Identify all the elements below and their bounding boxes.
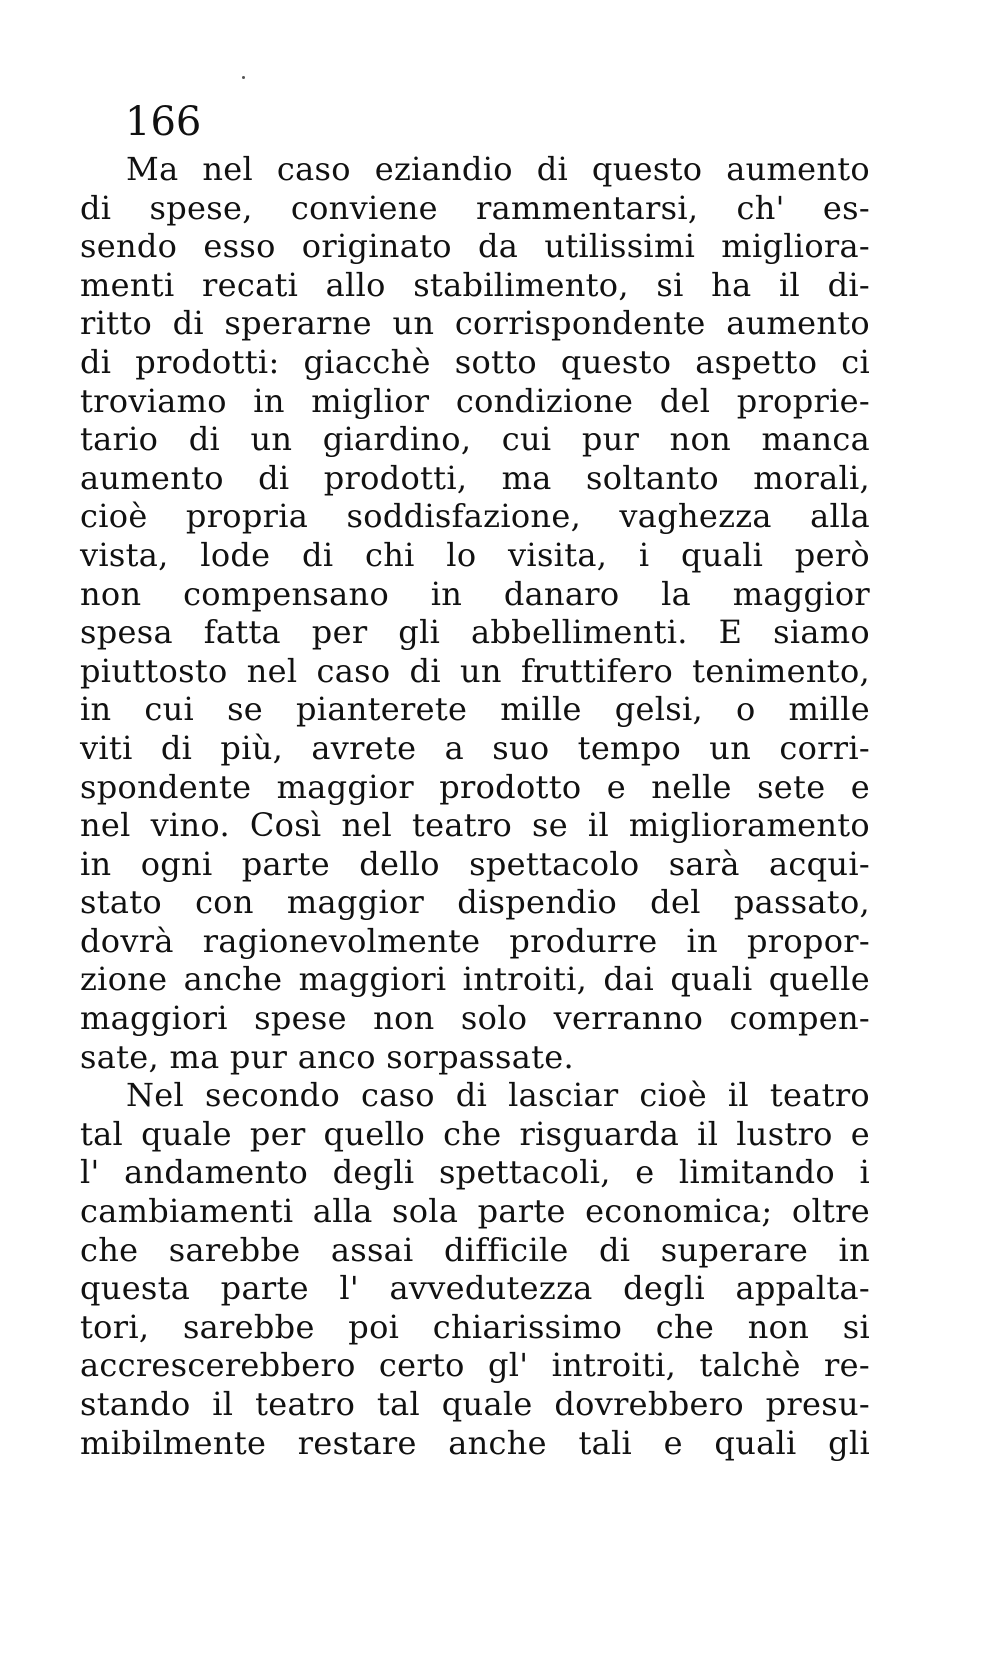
text-line: mibilmente restare anche tali e quali gli xyxy=(80,1423,870,1462)
text-line: aumento di prodotti, ma soltanto morali, xyxy=(80,458,870,497)
text-line: tori, sarebbe poi chiarissimo che non si xyxy=(80,1307,870,1346)
text-line: di spese, conviene rammentarsi, ch' es- xyxy=(80,188,870,227)
text-line: stando il teatro tal quale dovrebbero presu- xyxy=(80,1385,870,1423)
text-line: ritto di sperarne un corrispondente aumento xyxy=(80,304,870,343)
text-line: spondente maggior prodotto e nelle sete e xyxy=(80,767,870,806)
text-line: Ma nel caso eziandio di questo aumento xyxy=(126,150,870,188)
text-line: Nel secondo caso di lasciar cioè il teatro xyxy=(126,1076,870,1115)
text-line: tario di un giardino, cui pur non manca xyxy=(80,420,870,459)
text-line: di prodotti: giacchè sotto questo aspetto ci xyxy=(80,342,870,381)
text-line: accrescerebbero certo gl' introiti, talchè re- xyxy=(80,1346,870,1385)
text-line: dovrà ragionevolmente produrre in propor- xyxy=(80,921,870,960)
text-line: sendo esso originato da utilissimi migliora- xyxy=(80,227,870,266)
text-line: non compensano in danaro la maggior xyxy=(80,574,870,613)
text-line: menti recati allo stabilimento, si ha il di- xyxy=(80,265,870,304)
ink-speck xyxy=(242,76,245,79)
text-line: sate, ma pur anco sorpassate. xyxy=(80,1037,574,1076)
text-line: viti di più, avrete a suo tempo un corri- xyxy=(80,728,870,767)
text-line: in ogni parte dello spettacolo sarà acqui- xyxy=(80,844,870,883)
text-line: piuttosto nel caso di un fruttifero tenimento, xyxy=(80,651,870,690)
paragraph-1 xyxy=(80,150,870,1076)
page-number: 166 xyxy=(125,99,202,145)
paragraph-2 xyxy=(80,1076,870,1462)
text-line: questa parte l' avvedutezza degli appalta- xyxy=(80,1269,870,1308)
text-line: che sarebbe assai difficile di superare in xyxy=(80,1230,870,1269)
text-line: tal quale per quello che risguarda il lustro e xyxy=(80,1114,870,1153)
text-line: cioè propria soddisfazione, vaghezza alla xyxy=(80,497,870,536)
text-line: nel vino. Così nel teatro se il miglioramento xyxy=(80,806,870,845)
text-line: stato con maggior dispendio del passato, xyxy=(80,883,870,922)
text-line: in cui se pianterete mille gelsi, o mille xyxy=(80,690,870,729)
text-line: spesa fatta per gli abbellimenti. E siamo xyxy=(80,613,870,652)
text-line: vista, lode di chi lo visita, i quali però xyxy=(80,535,870,574)
text-line: l' andamento degli spettacoli, e limitando i xyxy=(80,1153,870,1192)
text-line: maggiori spese non solo verranno compen- xyxy=(80,999,870,1038)
text-line: zione anche maggiori introiti, dai quali quelle xyxy=(80,960,870,999)
text-line: troviamo in miglior condizione del proprie- xyxy=(80,381,870,420)
body-text xyxy=(80,150,870,1462)
text-line: cambiamenti alla sola parte economica; oltre xyxy=(80,1192,870,1231)
